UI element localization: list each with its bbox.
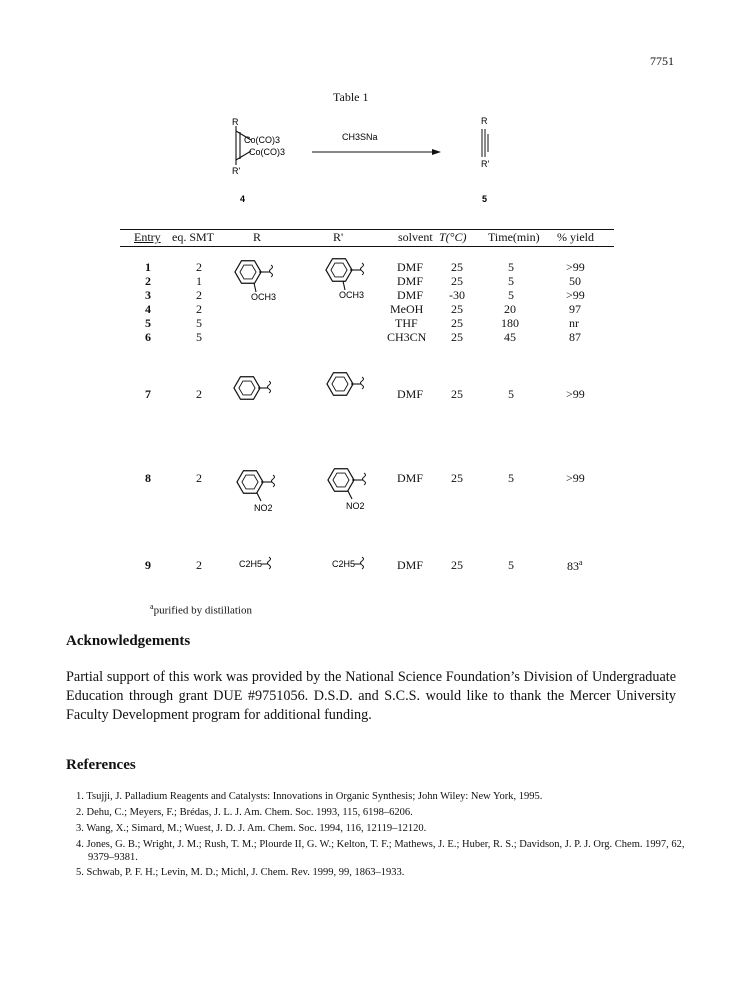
solvent-value: CH3CN [387,330,427,344]
entry-number: 1 [145,260,151,274]
temp-value: 25 [451,260,463,274]
no2-label: NO2 [254,503,273,513]
yield-value: >99 [566,260,585,274]
yield-value [567,558,583,574]
product-rprime-label: R' [481,159,490,169]
time-value: 20 [504,302,516,316]
reference-text: Dehu, C.; Meyers, F.; Brédas, J. L. J. Am. Chem. Soc. 1993, 115, 6198–6206. [86,807,413,818]
footnote-mark: a [150,602,154,611]
temp-value: 25 [451,558,463,572]
reference-item [76,822,676,835]
header-temperature: T(°C) [439,230,467,244]
time-value: 5 [508,274,514,288]
solvent-value: DMF [397,274,424,288]
reference-text: Schwab, P. F. H.; Levin, M. D.; Michl, J. Chem. Rev. 1999, 99, 1863–1933. [86,867,405,878]
solvent-value: DMF [397,260,424,274]
och3-label: OCH3 [339,290,365,300]
compound-number-5: 5 [482,194,488,204]
entry-number: 5 [145,316,151,330]
reference-number: 1. [76,791,84,802]
entry-number: 7 [145,387,151,401]
reference-text: Wang, X.; Simard, M.; Wuest, J. D. J. Am. Chem. Soc. 1994, 116, 12119–12120. [86,823,427,834]
attachment-squiggle-icon [268,557,271,569]
yield-value: nr [569,316,579,330]
reference-text: Tsujji, J. Palladium Reagents and Catalysts: Innovations in Organic Synthesis; John Wiley: New York, 1995. [86,791,543,802]
temp-value: 25 [451,274,463,288]
reference-item [76,806,676,819]
product-r-label: R [481,116,488,126]
reference-item [76,838,688,865]
yield-value-text: 83 [567,559,579,573]
table-footnote [150,602,252,617]
eq-value: 2 [196,260,202,274]
header-yield: % yield [557,230,594,244]
references-heading: References [66,757,136,773]
rprime-structure-anisyl [323,253,364,290]
temp-value: -30 [449,288,465,302]
yield-value: >99 [566,288,585,302]
r-structure-phenyl [231,371,271,405]
table-caption: Table 1 [333,90,369,104]
solvent-value: DMF [397,471,424,485]
solvent-value: MeOH [390,302,424,316]
no2-label: NO2 [346,501,365,511]
yield-value: 97 [569,302,581,316]
header-solvent: solvent [398,230,433,244]
och3-label: OCH3 [251,292,277,302]
eq-value: 5 [196,330,202,344]
rprime-structure-phenyl [324,367,364,401]
reactant-co-label-2: Co(CO)3 [249,147,286,157]
solvent-value: THF [395,316,418,330]
header-eq-smt: eq. SMT [172,230,214,244]
reference-number: 2. [76,807,84,818]
yield-value: 50 [569,274,581,288]
entry-number: 9 [145,558,151,572]
reagent-label: CH3SNa [342,132,378,142]
time-value: 180 [501,316,519,330]
time-value: 5 [508,558,514,572]
eq-value: 5 [196,316,202,330]
header-r: R [253,230,262,244]
temp-value: 25 [451,330,463,344]
compound-number-4: 4 [240,194,246,204]
time-value: 5 [508,387,514,401]
eq-value: 2 [196,558,202,572]
eq-value: 1 [196,274,202,288]
header-r-prime: R' [333,230,344,244]
attachment-squiggle-icon [361,557,364,569]
reference-number: 3. [76,823,84,834]
entry-number: 8 [145,471,151,485]
yield-footnote-mark: a [579,558,583,567]
eq-value: 2 [196,302,202,316]
time-value: 5 [508,471,514,485]
reactant-rprime-label: R' [232,166,241,176]
solvent-value: DMF [397,387,424,401]
reactant-co-label-1: Co(CO)3 [244,135,281,145]
time-value: 5 [508,260,514,274]
temp-value: 25 [451,471,463,485]
header-time: Time(min) [488,230,540,244]
r-structure-anisyl [232,255,273,292]
temp-value: 25 [451,302,463,316]
reference-item [76,866,676,879]
ethyl-label: C2H5 [239,559,263,569]
ethyl-label: C2H5 [332,559,356,569]
reference-item [76,790,676,803]
temp-value: 25 [451,387,463,401]
entry-number: 3 [145,288,151,302]
yield-value: 87 [569,330,581,344]
acknowledgements-heading: Acknowledgements [66,633,191,649]
temp-value: 25 [451,316,463,330]
eq-value: 2 [196,387,202,401]
yield-value: >99 [566,387,585,401]
solvent-value: DMF [397,558,424,572]
reference-number: 4. [76,839,84,850]
time-value: 45 [504,330,516,344]
footnote-text: purified by distillation [153,604,252,617]
time-value: 5 [508,288,514,302]
eq-value: 2 [196,471,202,485]
entry-number: 2 [145,274,151,288]
entry-number: 4 [145,302,151,316]
acknowledgements-text: Partial support of this work was provided by the National Science Foundation’s Division of Undergraduate Education through grant DUE #9751056. D.S.D. and S.C.S. would like to thank the Mercer University Faculty Development program for additional funding. [66,669,676,723]
r-structure-nitrophenyl [234,465,275,501]
eq-value: 2 [196,288,202,302]
reference-text: Jones, G. B.; Wright, J. M.; Rush, T. M.; Plourde II, G. W.; Kelton, T. F.; Mathews, J. E.; Huber, R. S.; Davidson, J. P. J. Org. Chem. 1997, 62, 9379–9381. [86,839,685,864]
page-number: 7751 [650,54,674,68]
reference-number: 5. [76,867,84,878]
reactant-r-label: R [232,117,239,127]
yield-value: >99 [566,471,585,485]
solvent-value: DMF [397,288,424,302]
header-entry: Entry [134,230,161,244]
entry-number: 6 [145,330,151,344]
rprime-structure-nitrophenyl [325,463,366,499]
